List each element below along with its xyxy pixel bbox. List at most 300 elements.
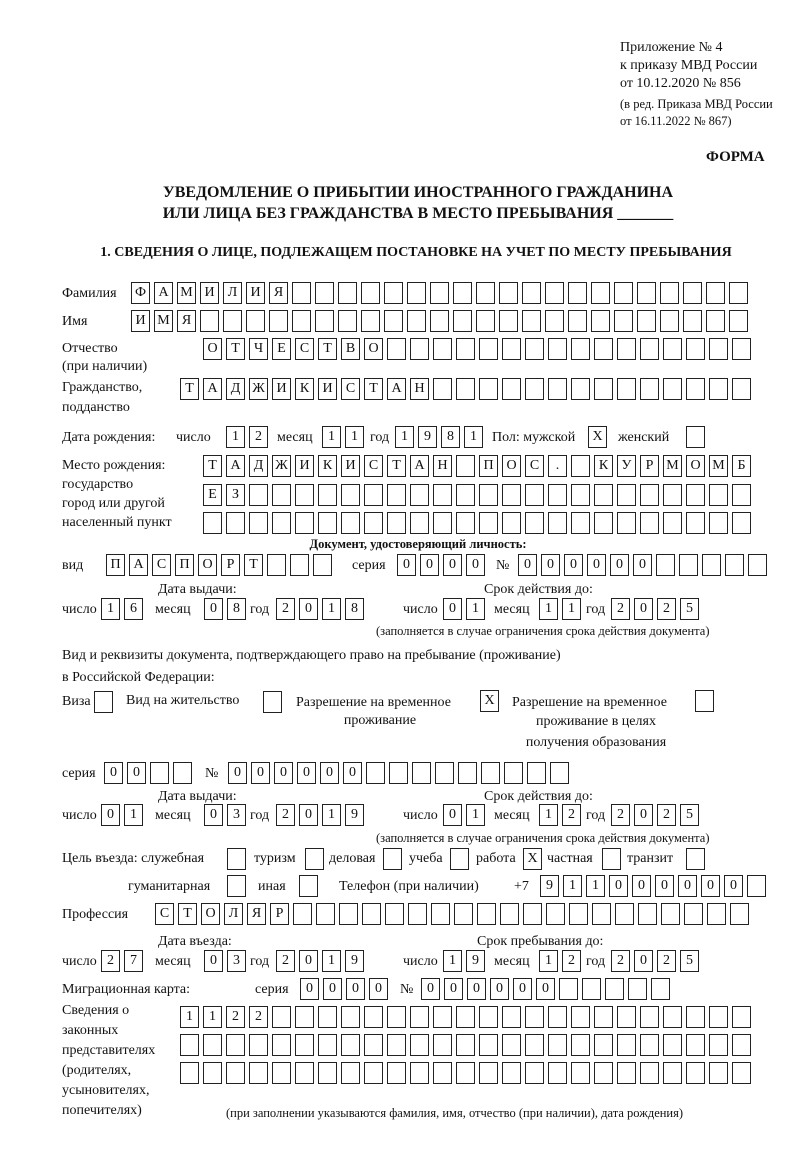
char-cell[interactable] (725, 554, 744, 576)
char-cell[interactable]: 1 (322, 598, 341, 620)
char-cell[interactable] (226, 1062, 245, 1084)
char-cell[interactable] (686, 484, 705, 506)
stay-month[interactable] (539, 950, 581, 972)
char-cell[interactable]: П (479, 455, 498, 477)
char-cell[interactable] (456, 1062, 475, 1084)
purpose-business-checkbox[interactable] (383, 848, 402, 870)
char-cell[interactable] (383, 848, 402, 870)
char-cell[interactable] (594, 1062, 613, 1084)
char-cell[interactable] (637, 310, 656, 332)
char-cell[interactable] (502, 512, 521, 534)
char-cell[interactable] (571, 484, 590, 506)
char-cell[interactable]: 8 (441, 426, 460, 448)
char-cell[interactable] (591, 310, 610, 332)
char-cell[interactable]: И (131, 310, 150, 332)
char-cell[interactable]: 0 (204, 598, 223, 620)
char-cell[interactable]: 2 (276, 804, 295, 826)
char-cell[interactable]: Т (364, 378, 383, 400)
char-cell[interactable]: И (272, 378, 291, 400)
char-cell[interactable] (548, 1006, 567, 1028)
char-cell[interactable] (318, 1034, 337, 1056)
char-cell[interactable] (502, 338, 521, 360)
char-cell[interactable] (525, 378, 544, 400)
char-cell[interactable]: 0 (443, 598, 462, 620)
char-cell[interactable]: 1 (539, 598, 558, 620)
char-cell[interactable]: 2 (562, 950, 581, 972)
char-cell[interactable] (433, 1006, 452, 1028)
char-cell[interactable] (594, 338, 613, 360)
char-cell[interactable] (227, 848, 246, 870)
char-cell[interactable]: 0 (634, 950, 653, 972)
surname-field[interactable] (131, 282, 748, 304)
char-cell[interactable] (292, 282, 311, 304)
char-cell[interactable] (456, 1034, 475, 1056)
char-cell[interactable] (387, 1034, 406, 1056)
char-cell[interactable]: А (226, 455, 245, 477)
char-cell[interactable]: 5 (680, 598, 699, 620)
char-cell[interactable] (295, 1006, 314, 1028)
doc-issue-day[interactable] (101, 598, 143, 620)
char-cell[interactable]: Р (640, 455, 659, 477)
char-cell[interactable]: И (200, 282, 219, 304)
char-cell[interactable] (594, 1006, 613, 1028)
char-cell[interactable]: Р (270, 903, 289, 925)
char-cell[interactable] (732, 338, 751, 360)
char-cell[interactable] (663, 484, 682, 506)
char-cell[interactable] (545, 282, 564, 304)
char-cell[interactable]: 0 (633, 554, 652, 576)
char-cell[interactable]: 1 (464, 426, 483, 448)
char-cell[interactable]: 0 (323, 978, 342, 1000)
char-cell[interactable]: 0 (564, 554, 583, 576)
char-cell[interactable]: 2 (249, 1006, 268, 1028)
char-cell[interactable]: 3 (227, 804, 246, 826)
char-cell[interactable] (571, 455, 590, 477)
char-cell[interactable] (640, 512, 659, 534)
char-cell[interactable] (430, 282, 449, 304)
char-cell[interactable] (341, 1006, 360, 1028)
char-cell[interactable]: 0 (467, 978, 486, 1000)
char-cell[interactable] (364, 484, 383, 506)
char-cell[interactable] (571, 1062, 590, 1084)
char-cell[interactable] (361, 310, 380, 332)
char-cell[interactable]: 0 (443, 804, 462, 826)
char-cell[interactable]: 5 (680, 804, 699, 826)
char-cell[interactable] (479, 484, 498, 506)
char-cell[interactable] (456, 484, 475, 506)
char-cell[interactable]: 1 (322, 804, 341, 826)
char-cell[interactable] (594, 378, 613, 400)
char-cell[interactable]: А (387, 378, 406, 400)
entry-month[interactable] (204, 950, 246, 972)
char-cell[interactable] (477, 903, 496, 925)
char-cell[interactable] (410, 1034, 429, 1056)
char-cell[interactable]: 9 (466, 950, 485, 972)
char-cell[interactable] (500, 903, 519, 925)
sex-female-checkbox[interactable] (686, 426, 705, 448)
char-cell[interactable] (226, 512, 245, 534)
char-cell[interactable]: 2 (657, 598, 676, 620)
char-cell[interactable]: И (246, 282, 265, 304)
char-cell[interactable] (338, 282, 357, 304)
char-cell[interactable]: 0 (299, 950, 318, 972)
reps-field-1[interactable] (180, 1006, 751, 1028)
birth-place-field-3[interactable] (203, 512, 751, 534)
stay-issue-month[interactable] (204, 804, 246, 826)
stay-issue-day[interactable] (101, 804, 143, 826)
char-cell[interactable]: А (410, 455, 429, 477)
char-cell[interactable] (546, 903, 565, 925)
char-cell[interactable]: О (502, 455, 521, 477)
char-cell[interactable]: Я (269, 282, 288, 304)
char-cell[interactable] (709, 1006, 728, 1028)
char-cell[interactable] (387, 484, 406, 506)
char-cell[interactable]: И (318, 378, 337, 400)
char-cell[interactable] (338, 310, 357, 332)
char-cell[interactable] (686, 378, 705, 400)
char-cell[interactable] (450, 848, 469, 870)
char-cell[interactable] (412, 762, 431, 784)
char-cell[interactable] (410, 338, 429, 360)
char-cell[interactable] (305, 848, 324, 870)
char-cell[interactable] (479, 1034, 498, 1056)
char-cell[interactable]: 8 (227, 598, 246, 620)
char-cell[interactable] (339, 903, 358, 925)
char-cell[interactable] (479, 338, 498, 360)
char-cell[interactable]: С (155, 903, 174, 925)
char-cell[interactable] (732, 378, 751, 400)
stay-issue-year[interactable] (276, 804, 364, 826)
char-cell[interactable] (686, 1062, 705, 1084)
char-cell[interactable] (316, 903, 335, 925)
birth-day-field[interactable] (226, 426, 268, 448)
char-cell[interactable] (387, 338, 406, 360)
char-cell[interactable] (571, 1006, 590, 1028)
char-cell[interactable]: Ж (249, 378, 268, 400)
char-cell[interactable]: 1 (395, 426, 414, 448)
purpose-humanitarian-checkbox[interactable] (227, 875, 246, 897)
char-cell[interactable]: 2 (276, 598, 295, 620)
char-cell[interactable] (684, 903, 703, 925)
char-cell[interactable] (272, 1034, 291, 1056)
char-cell[interactable] (384, 310, 403, 332)
birth-place-field-1[interactable] (203, 455, 751, 477)
char-cell[interactable] (481, 762, 500, 784)
char-cell[interactable]: 0 (634, 804, 653, 826)
char-cell[interactable] (602, 848, 621, 870)
char-cell[interactable]: 9 (540, 875, 559, 897)
char-cell[interactable]: 0 (299, 804, 318, 826)
char-cell[interactable] (686, 1034, 705, 1056)
char-cell[interactable] (387, 1006, 406, 1028)
char-cell[interactable] (408, 903, 427, 925)
char-cell[interactable]: 0 (104, 762, 123, 784)
char-cell[interactable] (617, 338, 636, 360)
char-cell[interactable] (203, 512, 222, 534)
char-cell[interactable]: 0 (274, 762, 293, 784)
char-cell[interactable]: 2 (562, 804, 581, 826)
char-cell[interactable] (732, 484, 751, 506)
char-cell[interactable]: М (709, 455, 728, 477)
char-cell[interactable]: Ж (272, 455, 291, 477)
char-cell[interactable]: Д (249, 455, 268, 477)
char-cell[interactable] (502, 484, 521, 506)
doc-number-field[interactable] (518, 554, 767, 576)
char-cell[interactable] (663, 1006, 682, 1028)
char-cell[interactable] (433, 1034, 452, 1056)
visa-checkbox[interactable] (94, 691, 113, 713)
char-cell[interactable]: 0 (466, 554, 485, 576)
char-cell[interactable] (502, 1062, 521, 1084)
char-cell[interactable] (695, 690, 714, 712)
char-cell[interactable]: 0 (299, 598, 318, 620)
doc-issue-month[interactable] (204, 598, 246, 620)
char-cell[interactable]: Т (178, 903, 197, 925)
char-cell[interactable]: М (154, 310, 173, 332)
char-cell[interactable] (640, 338, 659, 360)
entry-year[interactable] (276, 950, 364, 972)
char-cell[interactable] (651, 978, 670, 1000)
char-cell[interactable] (729, 310, 748, 332)
purpose-work-checkbox[interactable] (523, 848, 542, 870)
char-cell[interactable] (683, 282, 702, 304)
char-cell[interactable] (295, 484, 314, 506)
char-cell[interactable] (640, 378, 659, 400)
char-cell[interactable]: О (364, 338, 383, 360)
char-cell[interactable]: 0 (444, 978, 463, 1000)
char-cell[interactable] (617, 1034, 636, 1056)
birth-month-field[interactable] (322, 426, 364, 448)
char-cell[interactable] (318, 1006, 337, 1028)
char-cell[interactable] (341, 1034, 360, 1056)
char-cell[interactable] (246, 310, 265, 332)
char-cell[interactable]: 2 (657, 950, 676, 972)
char-cell[interactable] (410, 1006, 429, 1028)
char-cell[interactable]: Т (318, 338, 337, 360)
citizenship-field[interactable] (180, 378, 751, 400)
char-cell[interactable] (617, 1062, 636, 1084)
char-cell[interactable] (295, 512, 314, 534)
entry-day[interactable] (101, 950, 143, 972)
char-cell[interactable] (431, 903, 450, 925)
char-cell[interactable] (617, 378, 636, 400)
char-cell[interactable]: 0 (587, 554, 606, 576)
char-cell[interactable] (548, 484, 567, 506)
char-cell[interactable]: К (295, 378, 314, 400)
char-cell[interactable]: 0 (443, 554, 462, 576)
char-cell[interactable] (548, 1034, 567, 1056)
char-cell[interactable] (686, 848, 705, 870)
char-cell[interactable] (640, 1006, 659, 1028)
trp-edu-checkbox[interactable] (695, 690, 714, 712)
char-cell[interactable] (433, 512, 452, 534)
char-cell[interactable]: А (203, 378, 222, 400)
char-cell[interactable]: Ч (249, 338, 268, 360)
char-cell[interactable] (456, 512, 475, 534)
char-cell[interactable]: 0 (655, 875, 674, 897)
char-cell[interactable] (389, 762, 408, 784)
char-cell[interactable] (686, 512, 705, 534)
char-cell[interactable]: 2 (657, 804, 676, 826)
char-cell[interactable] (227, 875, 246, 897)
char-cell[interactable] (548, 378, 567, 400)
char-cell[interactable] (313, 554, 332, 576)
char-cell[interactable] (709, 1034, 728, 1056)
char-cell[interactable] (569, 903, 588, 925)
char-cell[interactable] (290, 554, 309, 576)
char-cell[interactable] (525, 512, 544, 534)
char-cell[interactable]: 3 (227, 950, 246, 972)
char-cell[interactable] (683, 310, 702, 332)
char-cell[interactable] (502, 378, 521, 400)
char-cell[interactable] (617, 1006, 636, 1028)
residence-checkbox[interactable] (263, 691, 282, 713)
char-cell[interactable] (272, 1062, 291, 1084)
char-cell[interactable] (94, 691, 113, 713)
char-cell[interactable] (504, 762, 523, 784)
char-cell[interactable]: 8 (345, 598, 364, 620)
char-cell[interactable] (180, 1062, 199, 1084)
doc-kind-field[interactable] (106, 554, 332, 576)
stay-valid-month[interactable] (539, 804, 581, 826)
char-cell[interactable]: 0 (513, 978, 532, 1000)
char-cell[interactable] (435, 762, 454, 784)
char-cell[interactable] (407, 310, 426, 332)
char-cell[interactable] (295, 1062, 314, 1084)
char-cell[interactable] (318, 1062, 337, 1084)
char-cell[interactable]: П (175, 554, 194, 576)
char-cell[interactable]: Н (433, 455, 452, 477)
char-cell[interactable] (571, 378, 590, 400)
char-cell[interactable] (591, 282, 610, 304)
char-cell[interactable]: Е (272, 338, 291, 360)
char-cell[interactable] (686, 338, 705, 360)
char-cell[interactable]: 7 (124, 950, 143, 972)
char-cell[interactable] (614, 310, 633, 332)
char-cell[interactable]: 0 (518, 554, 537, 576)
char-cell[interactable] (732, 1006, 751, 1028)
char-cell[interactable] (150, 762, 169, 784)
char-cell[interactable] (476, 282, 495, 304)
stay-day[interactable] (443, 950, 485, 972)
reps-field-2[interactable] (180, 1034, 751, 1056)
char-cell[interactable]: 1 (322, 950, 341, 972)
char-cell[interactable] (748, 554, 767, 576)
char-cell[interactable]: 9 (345, 804, 364, 826)
char-cell[interactable] (706, 282, 725, 304)
patronymic-field[interactable] (203, 338, 751, 360)
char-cell[interactable]: 0 (724, 875, 743, 897)
char-cell[interactable] (479, 1062, 498, 1084)
char-cell[interactable] (523, 903, 542, 925)
char-cell[interactable] (571, 338, 590, 360)
char-cell[interactable] (458, 762, 477, 784)
char-cell[interactable] (387, 512, 406, 534)
char-cell[interactable] (456, 338, 475, 360)
doc-series-field[interactable] (397, 554, 485, 576)
char-cell[interactable] (525, 484, 544, 506)
char-cell[interactable] (433, 484, 452, 506)
char-cell[interactable] (732, 512, 751, 534)
char-cell[interactable]: О (686, 455, 705, 477)
char-cell[interactable]: 2 (249, 426, 268, 448)
purpose-transit-checkbox[interactable] (686, 848, 705, 870)
doc-valid-year[interactable] (611, 598, 699, 620)
char-cell[interactable] (548, 1062, 567, 1084)
char-cell[interactable]: Я (177, 310, 196, 332)
char-cell[interactable]: Е (203, 484, 222, 506)
char-cell[interactable] (663, 1062, 682, 1084)
char-cell[interactable] (525, 1006, 544, 1028)
char-cell[interactable]: 1 (180, 1006, 199, 1028)
char-cell[interactable]: 0 (397, 554, 416, 576)
char-cell[interactable]: 6 (124, 598, 143, 620)
char-cell[interactable]: Т (244, 554, 263, 576)
reps-field-3[interactable] (180, 1062, 751, 1084)
purpose-study-checkbox[interactable] (450, 848, 469, 870)
char-cell[interactable]: 0 (632, 875, 651, 897)
char-cell[interactable] (709, 338, 728, 360)
char-cell[interactable] (640, 484, 659, 506)
char-cell[interactable] (456, 455, 475, 477)
char-cell[interactable] (479, 1006, 498, 1028)
char-cell[interactable] (407, 282, 426, 304)
char-cell[interactable]: П (106, 554, 125, 576)
char-cell[interactable]: X (523, 848, 542, 870)
char-cell[interactable] (366, 762, 385, 784)
purpose-official-checkbox[interactable] (227, 848, 246, 870)
char-cell[interactable] (456, 1006, 475, 1028)
mc-series-field[interactable] (300, 978, 388, 1000)
char-cell[interactable] (364, 512, 383, 534)
char-cell[interactable] (686, 1006, 705, 1028)
char-cell[interactable] (660, 282, 679, 304)
char-cell[interactable] (453, 282, 472, 304)
char-cell[interactable] (295, 1034, 314, 1056)
char-cell[interactable]: Л (224, 903, 243, 925)
char-cell[interactable] (545, 310, 564, 332)
char-cell[interactable]: Я (247, 903, 266, 925)
char-cell[interactable]: И (341, 455, 360, 477)
char-cell[interactable] (180, 1034, 199, 1056)
char-cell[interactable] (341, 512, 360, 534)
char-cell[interactable] (479, 512, 498, 534)
char-cell[interactable] (499, 310, 518, 332)
char-cell[interactable] (548, 512, 567, 534)
char-cell[interactable]: 0 (421, 978, 440, 1000)
char-cell[interactable] (706, 310, 725, 332)
char-cell[interactable] (272, 512, 291, 534)
char-cell[interactable]: 1 (226, 426, 245, 448)
char-cell[interactable]: У (617, 455, 636, 477)
char-cell[interactable]: 2 (611, 950, 630, 972)
char-cell[interactable]: . (548, 455, 567, 477)
char-cell[interactable] (527, 762, 546, 784)
char-cell[interactable]: 0 (204, 950, 223, 972)
trp-checkbox[interactable] (480, 690, 499, 712)
sex-male-checkbox[interactable] (588, 426, 607, 448)
phone-field[interactable] (540, 875, 766, 897)
char-cell[interactable]: А (154, 282, 173, 304)
char-cell[interactable] (638, 903, 657, 925)
char-cell[interactable] (385, 903, 404, 925)
char-cell[interactable]: 0 (228, 762, 247, 784)
char-cell[interactable]: Н (410, 378, 429, 400)
char-cell[interactable]: X (588, 426, 607, 448)
char-cell[interactable]: К (318, 455, 337, 477)
char-cell[interactable] (318, 512, 337, 534)
char-cell[interactable]: К (594, 455, 613, 477)
